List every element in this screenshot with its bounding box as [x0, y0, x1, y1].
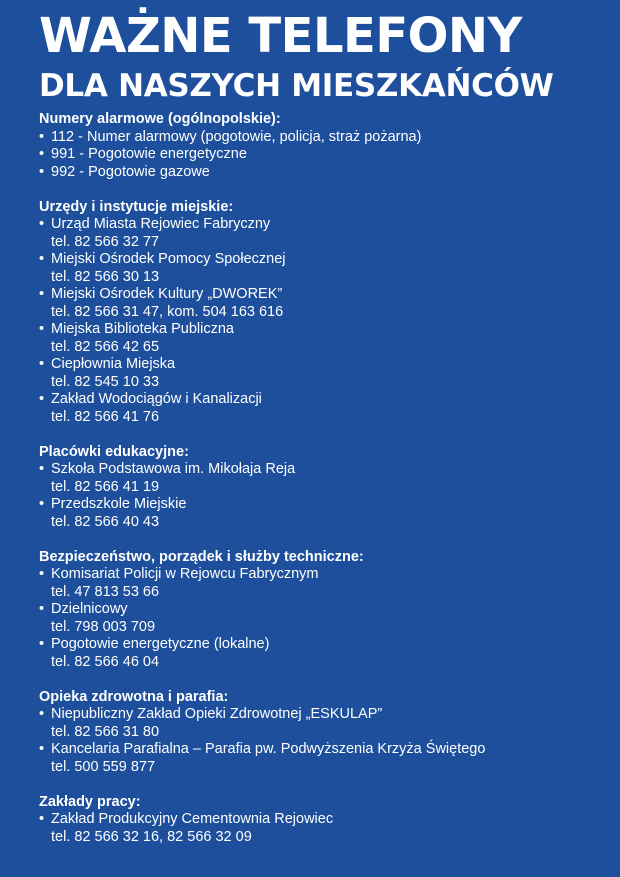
- list-item: [39, 356, 620, 391]
- list-item: [39, 811, 620, 846]
- contact-phone: tel. 82 566 32 77: [51, 233, 160, 250]
- contact-name: • Miejski Ośrodek Pomocy Społecznej: [39, 251, 620, 269]
- list-item: [39, 164, 620, 182]
- list-item: [39, 601, 620, 636]
- contact-name: • Zakład Wodociągów i Kanalizacji: [39, 391, 620, 409]
- contact-phone: tel. 798 003 709: [51, 618, 156, 635]
- contact-name: • Dzielnicowy: [39, 601, 620, 619]
- directory-section: [39, 689, 620, 777]
- section-title: Zakłady pracy:: [39, 793, 141, 810]
- contact-phone: tel. 82 566 41 19: [51, 478, 160, 495]
- contact-phone: tel. 82 566 30 13: [51, 268, 160, 285]
- list-item: [39, 129, 620, 147]
- list-item: [39, 321, 620, 356]
- contact-phone: tel. 82 566 31 80: [51, 723, 160, 740]
- directory-section: [39, 794, 620, 847]
- contact-name: • Kancelaria Parafialna – Parafia pw. Podwyższenia Krzyża Świętego: [39, 741, 620, 759]
- contact-name: • Zakład Produkcyjny Cementownia Rejowiec: [39, 811, 620, 829]
- list-item: [39, 251, 620, 286]
- contact-name: • Przedszkole Miejskie: [39, 496, 620, 514]
- contact-name: • Miejski Ośrodek Kultury „DWOREK”: [39, 286, 620, 304]
- contact-name: • Szkoła Podstawowa im. Mikołaja Reja: [39, 461, 620, 479]
- list-item: [39, 146, 620, 164]
- contact-name: • Ciepłownia Miejska: [39, 356, 620, 374]
- list-item: [39, 216, 620, 251]
- contact-phone: tel. 47 813 53 66: [51, 583, 160, 600]
- list-item: [39, 461, 620, 496]
- directory-sections: [39, 111, 620, 846]
- contact-name: • Pogotowie energetyczne (lokalne): [39, 636, 620, 654]
- contact-phone: tel. 82 566 32 16, 82 566 32 09: [51, 828, 252, 845]
- section-title: Bezpieczeństwo, porządek i służby techniczne:: [39, 548, 364, 565]
- directory-section: [39, 199, 620, 427]
- list-item: [39, 566, 620, 601]
- contact-name: • 992 - Pogotowie gazowe: [39, 164, 620, 182]
- list-item: [39, 391, 620, 426]
- section-title: Urzędy i instytucje miejskie:: [39, 198, 234, 215]
- contact-phone: tel. 500 559 877: [51, 758, 156, 775]
- page-title: WAŻNE TELEFONY: [39, 8, 522, 64]
- section-title: Numery alarmowe (ogólnopolskie):: [39, 111, 281, 127]
- contact-name: • Urząd Miasta Rejowiec Fabryczny: [39, 216, 620, 234]
- page-subtitle: DLA NASZYCH MIESZKAŃCÓW: [39, 68, 554, 104]
- list-item: [39, 636, 620, 671]
- contact-phone: tel. 82 566 46 04: [51, 653, 160, 670]
- directory-section: [39, 549, 620, 672]
- contact-name: • 112 - Numer alarmowy (pogotowie, policja, straż pożarna): [39, 129, 620, 147]
- list-item: [39, 741, 620, 776]
- contact-phone: tel. 82 545 10 33: [51, 373, 160, 390]
- list-item: [39, 706, 620, 741]
- list-item: [39, 286, 620, 321]
- contact-name: • Miejska Biblioteka Publiczna: [39, 321, 620, 339]
- directory-section: [39, 111, 620, 181]
- contact-phone: tel. 82 566 42 65: [51, 338, 160, 355]
- list-item: [39, 496, 620, 531]
- section-title: Opieka zdrowotna i parafia:: [39, 688, 229, 705]
- contact-phone: tel. 82 566 31 47, kom. 504 163 616: [51, 303, 284, 320]
- contact-phone: tel. 82 566 41 76: [51, 408, 160, 425]
- contact-name: • Komisariat Policji w Rejowcu Fabrycznym: [39, 566, 620, 584]
- contact-name: • Niepubliczny Zakład Opieki Zdrowotnej „ESKULAP”: [39, 706, 620, 724]
- contact-name: • 991 - Pogotowie energetyczne: [39, 146, 620, 164]
- section-title: Placówki edukacyjne:: [39, 443, 189, 460]
- directory-section: [39, 444, 620, 532]
- contact-phone: tel. 82 566 40 43: [51, 513, 160, 530]
